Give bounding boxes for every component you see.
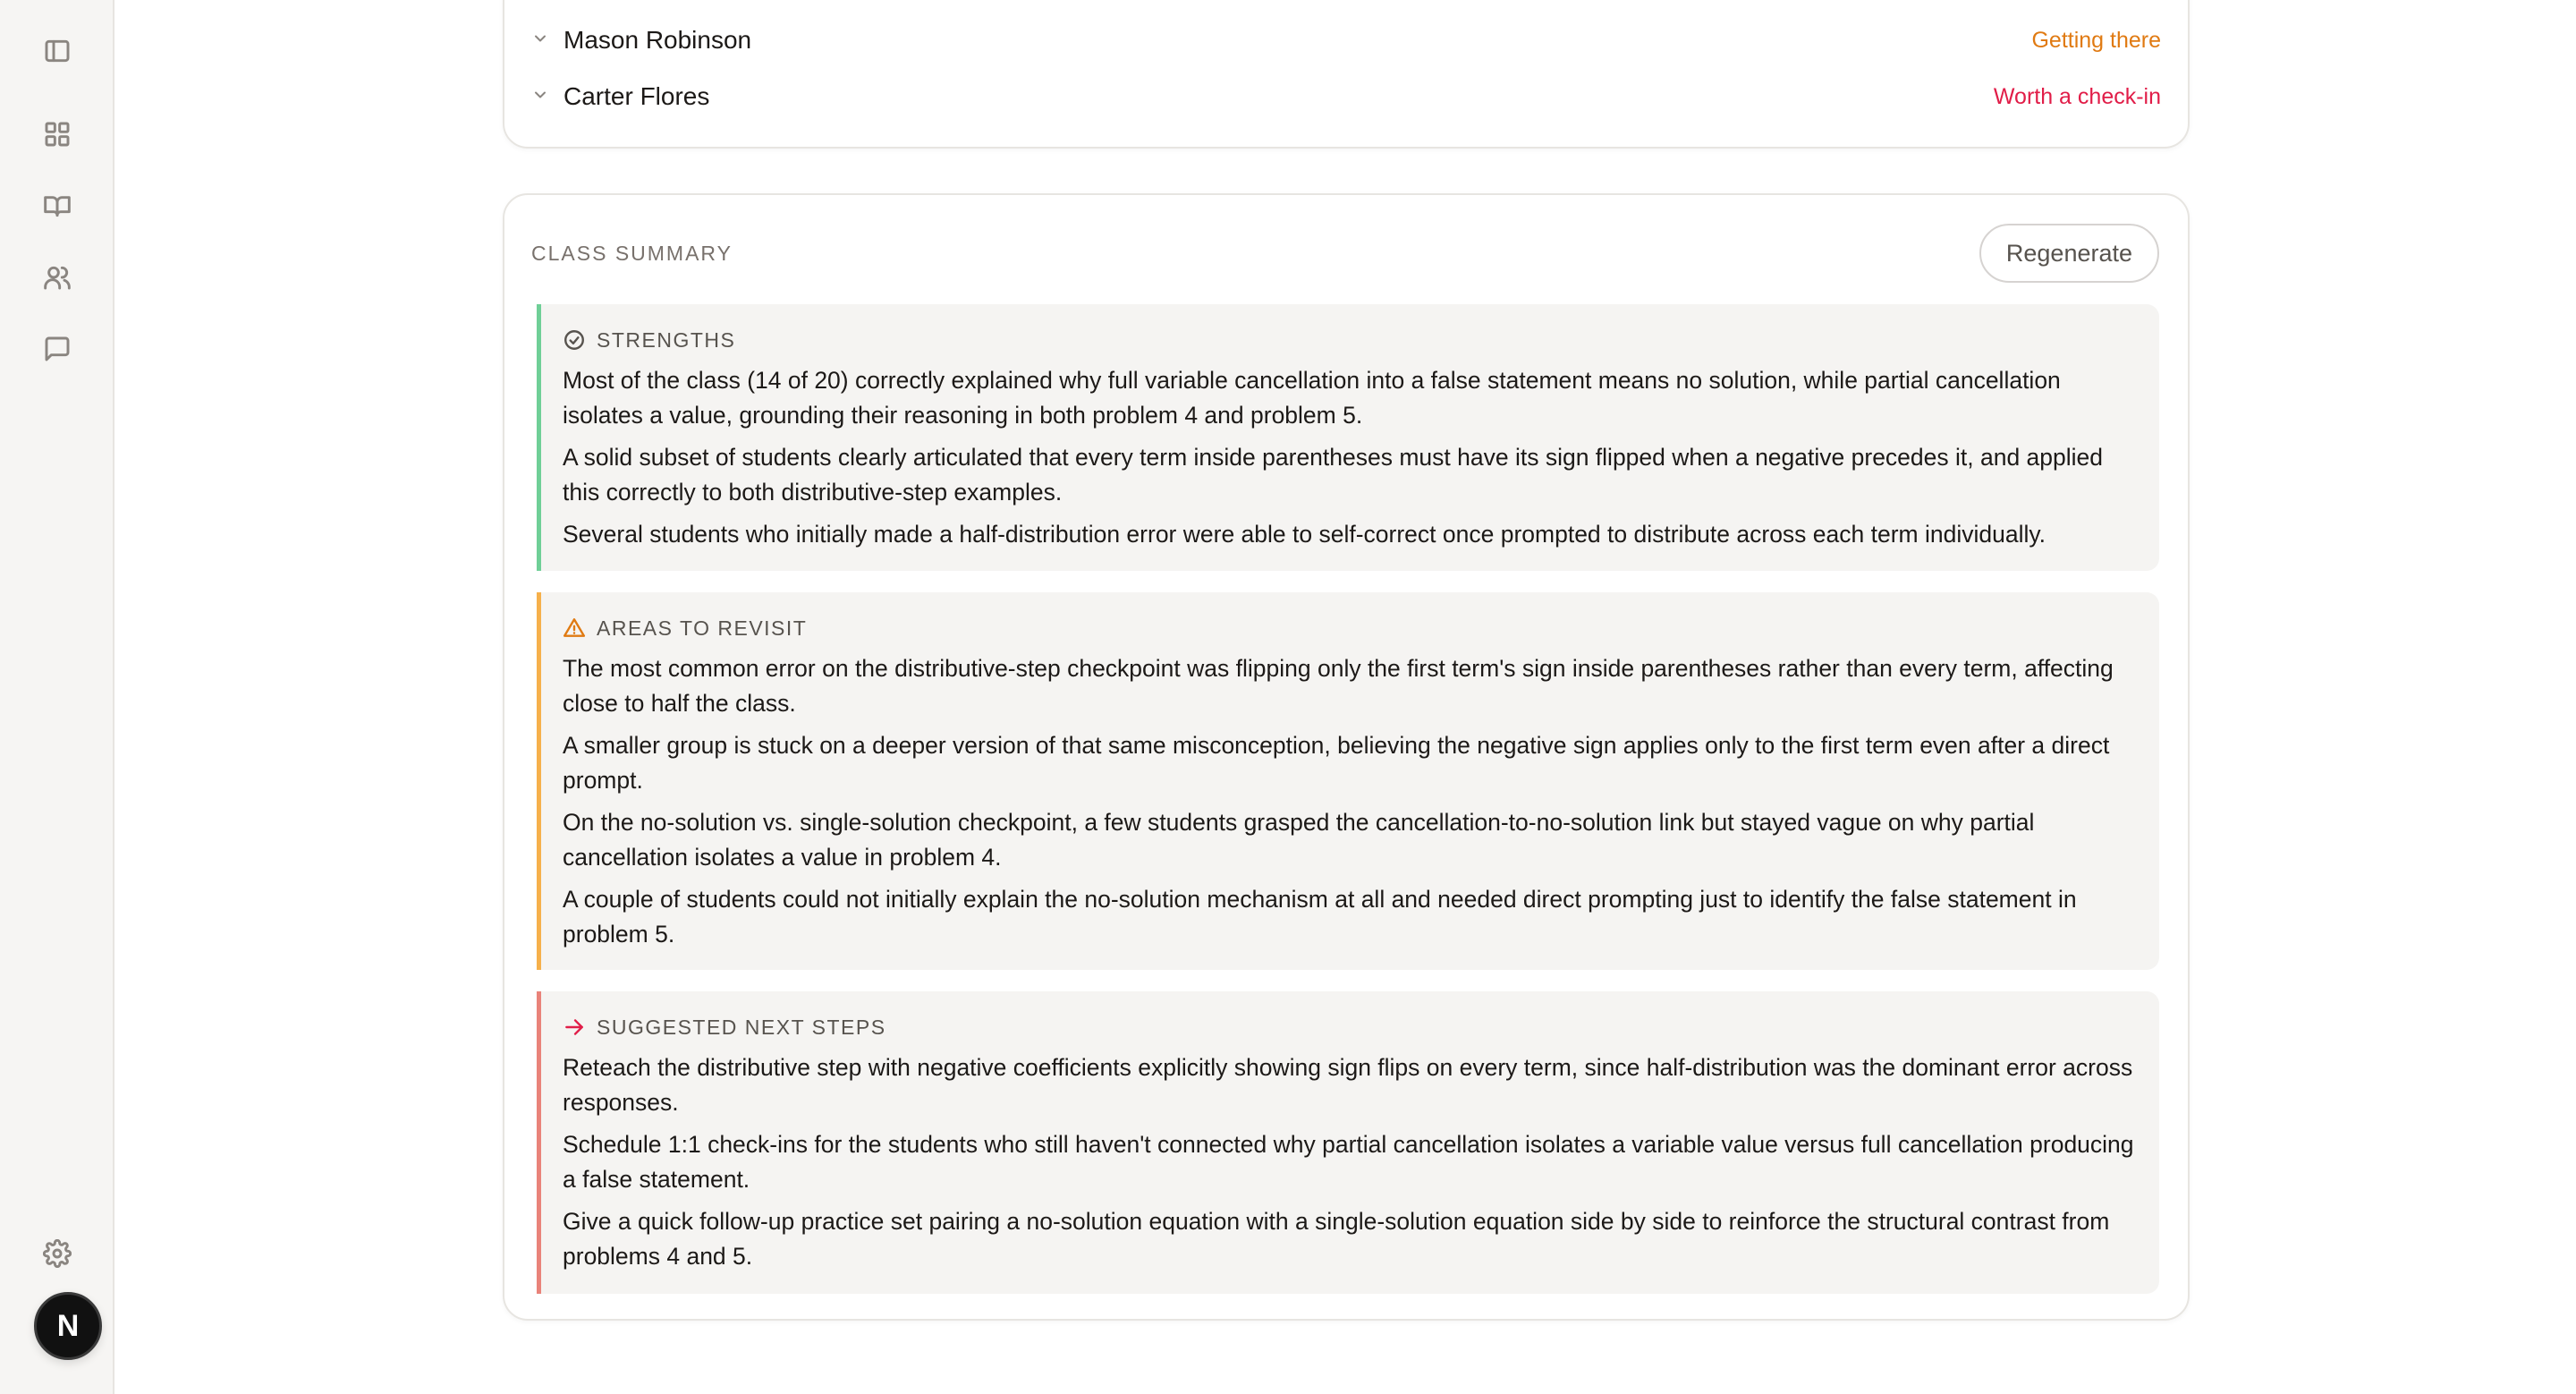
list-item: On the no-solution vs. single-solution checkpoint, a few students grasped the cancellation-to-no-solution link but stayed vague on why partial cancellation isolates a value in problem 4. — [563, 809, 2035, 871]
student-list-card — [503, 0, 2190, 149]
section-label: STRENGTHS — [597, 327, 736, 352]
next-steps-section — [537, 991, 2159, 1294]
section-label: SUGGESTED NEXT STEPS — [597, 1015, 886, 1039]
avatar[interactable] — [34, 1292, 102, 1360]
student-status: Worth a check-in — [1993, 83, 2161, 109]
list-item: Schedule 1:1 check-ins for the students who still haven't connected why partial cancellation isolates a variable value versus full cancellation producing a false statement. — [563, 1131, 2134, 1193]
strengths-section — [537, 304, 2159, 571]
student-name: Mason Robinson — [564, 26, 752, 54]
list-item: Several students who initially made a half-distribution error were able to self-correct once prompted to distribute across each term individually. — [563, 521, 2046, 548]
avatar-letter: N — [56, 1308, 80, 1343]
list-item: Most of the class (14 of 20) correctly explained why full variable cancellation into a false statement means no solution, while partial cancellation isolates a value, grounding their reasoning in both problem 4 and problem 5. — [563, 367, 2061, 429]
book-icon[interactable] — [36, 184, 79, 227]
check-circle-icon — [563, 328, 586, 352]
regenerate-button[interactable]: Regenerate — [1979, 224, 2159, 283]
student-name: Carter Flores — [564, 82, 710, 110]
student-row[interactable] — [531, 70, 2161, 123]
summary-title: CLASS SUMMARY — [531, 241, 733, 265]
summary-header — [531, 224, 2159, 283]
list-item: Give a quick follow-up practice set pairing a no-solution equation with a single-solution equation side by side to reinforce the structural contrast from problems 4 and 5. — [563, 1208, 2110, 1270]
list-item: The most common error on the distributive-step checkpoint was flipping only the first term's sign inside parentheses rather than every term, affecting close to half the class. — [563, 655, 2114, 717]
section-label: AREAS TO REVISIT — [597, 616, 808, 640]
list-item: A smaller group is stuck on a deeper version of that same misconception, believing the negative sign applies only to the first term even after a direct prompt. — [563, 732, 2110, 794]
revisit-section — [537, 592, 2159, 970]
messages-icon[interactable] — [36, 327, 79, 370]
chevron-down-icon[interactable] — [531, 86, 549, 108]
list-item: Reteach the distributive step with negative coefficients explicitly showing sign flips on every term, since half-distribution was the dominant error across responses. — [563, 1054, 2133, 1116]
dashboard-icon[interactable] — [36, 113, 79, 156]
student-row[interactable] — [531, 13, 2161, 67]
list-item: A solid subset of students clearly articulated that every term inside parentheses must have its sign flipped when a negative precedes it, and applied this correctly to both distributive-step examples. — [563, 444, 2104, 506]
student-status: Getting there — [2031, 27, 2161, 53]
warning-icon — [563, 616, 586, 640]
list-item: A couple of students could not initially explain the no-solution mechanism at all and needed direct prompting just to identify the false statement in problem 5. — [563, 886, 2077, 948]
chevron-down-icon[interactable] — [531, 30, 549, 52]
students-icon[interactable] — [36, 256, 79, 299]
gear-icon[interactable] — [36, 1232, 79, 1275]
class-summary-card — [503, 193, 2190, 1321]
sidebar — [0, 0, 114, 1394]
arrow-right-icon — [563, 1016, 586, 1039]
toggle-sidebar-icon[interactable] — [36, 30, 79, 72]
